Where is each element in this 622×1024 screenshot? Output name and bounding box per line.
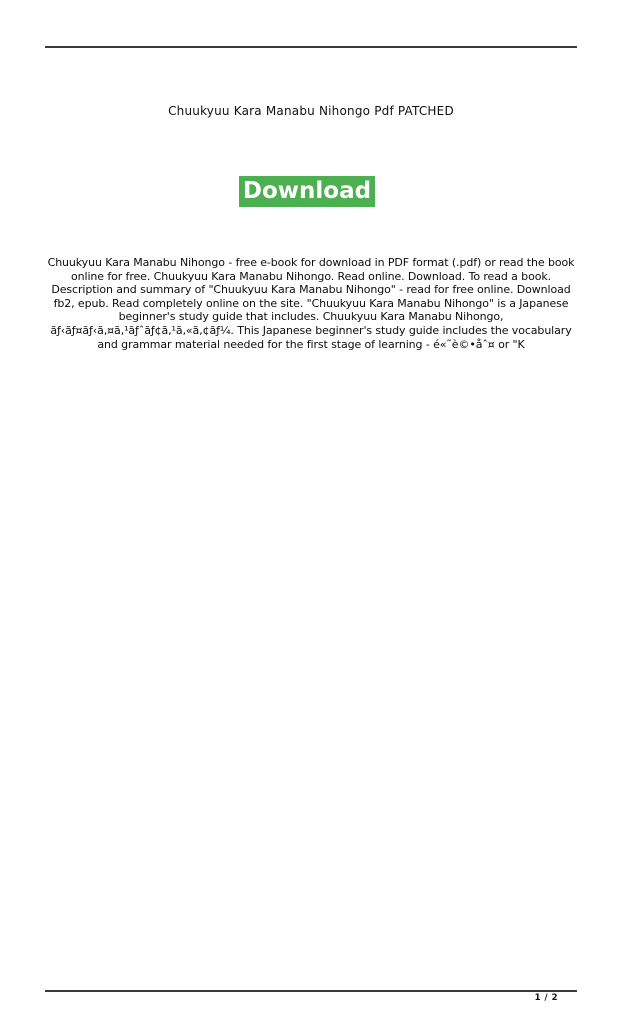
article-line: Description and summary of "Chuukyuu Kara Manabu Nihongo" - read for free online. Download [51,283,571,297]
article-line: beginner's study guide that includes. Chuukyuu Kara Manabu Nihongo, [118,310,504,324]
header-divider [45,46,577,48]
article-text [30,256,592,351]
footer-divider [45,990,577,992]
page-title: Chuukyuu Kara Manabu Nihongo Pdf PATCHED [168,104,454,118]
article-line: fb2, epub. Read completely online on the site. "Chuukyuu Kara Manabu Nihongo" is a Japanese [53,296,569,310]
page-number: 1 / 2 [534,993,558,1003]
article-line: online for free. Chuukyuu Kara Manabu Nihongo. Read online. Download. To read a book. [70,269,551,283]
article-line: ãƒ‹ãƒ¤ãƒ‹ã‚¤ã‚¹ãƒˆãƒ¢ã‚¹ã‚«ã‚¢ãƒ¼. This Japanese beginner's study guide includes the vocabulary [50,323,572,337]
article-line: Chuukyuu Kara Manabu Nihongo - free e-book for download in PDF format (.pdf) or read the book [47,256,575,269]
download-button[interactable]: Download [239,176,375,207]
article-line: and grammar material needed for the first stage of learning - é«˜è©•åˆ¤ or "K [97,337,525,351]
